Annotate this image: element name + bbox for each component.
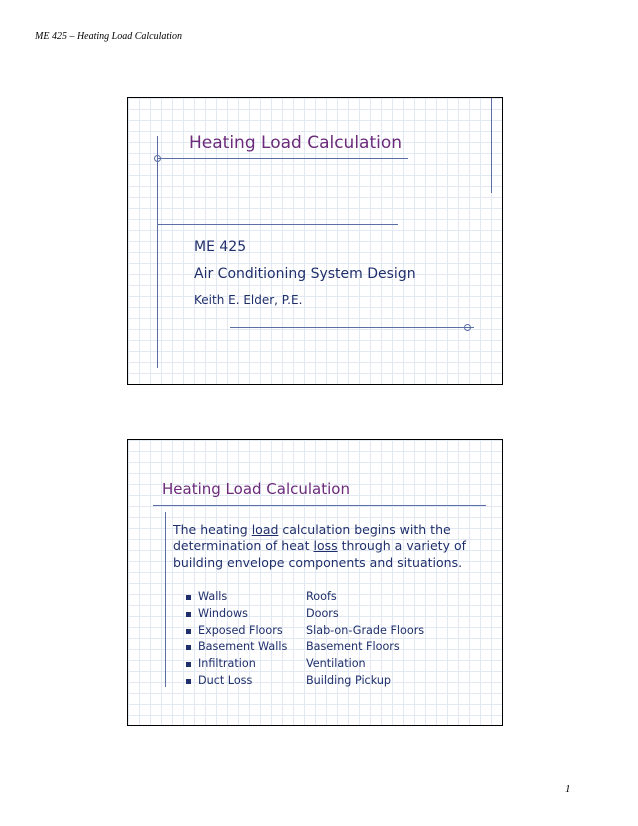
square-bullet-icon (186, 645, 191, 650)
decorative-vertical-line-right (491, 98, 492, 193)
course-number: ME 425 (194, 239, 247, 255)
loss-link[interactable]: loss (313, 538, 338, 554)
bullet-left-text: Infiltration (198, 657, 256, 670)
slide-title: Heating Load Calculation (189, 133, 403, 153)
bullet-left-text: Basement Walls (198, 640, 288, 653)
load-link[interactable]: load (251, 522, 279, 537)
square-bullet-icon (186, 595, 191, 600)
decorative-title-underline (153, 505, 486, 506)
decorative-circle-icon (464, 324, 471, 331)
body-text-part: through a variety of building envelope components and situations. (173, 538, 467, 570)
square-bullet-icon (186, 662, 191, 667)
bullet-right-text: Doors (306, 607, 339, 620)
decorative-vertical-line (165, 512, 166, 687)
decorative-vertical-line (157, 136, 158, 368)
slide-body-text (173, 522, 493, 571)
bullet-left-text: Walls (198, 590, 228, 603)
square-bullet-icon (186, 679, 191, 684)
page-number: 1 (565, 783, 571, 795)
decorative-bottom-line (230, 327, 474, 328)
decorative-title-underline (157, 158, 408, 159)
bullet-right-text: Basement Floors (306, 640, 400, 653)
bullet-right-text: Roofs (306, 590, 337, 603)
bullet-left-text: Duct Loss (198, 674, 253, 687)
bullet-right-text: Ventilation (306, 657, 366, 670)
decorative-horizontal-line (157, 224, 398, 225)
slide-2 (127, 439, 503, 726)
slide-title: Heating Load Calculation (162, 480, 350, 498)
bullet-left-text: Windows (198, 607, 248, 620)
course-name: Air Conditioning System Design (194, 266, 416, 282)
square-bullet-icon (186, 629, 191, 634)
author-name: Keith E. Elder, P.E. (194, 293, 303, 307)
square-bullet-icon (186, 612, 191, 617)
bullet-right-text: Building Pickup (306, 674, 392, 687)
slide-1 (127, 97, 503, 385)
bullet-right-text: Slab-on-Grade Floors (306, 624, 425, 637)
body-text-part: calculation begins with the determination of heat (173, 522, 451, 554)
body-text-part: The heating (173, 522, 252, 537)
page-header: ME 425 – Heating Load Calculation (35, 31, 182, 42)
bullet-left-text: Exposed Floors (198, 624, 283, 637)
